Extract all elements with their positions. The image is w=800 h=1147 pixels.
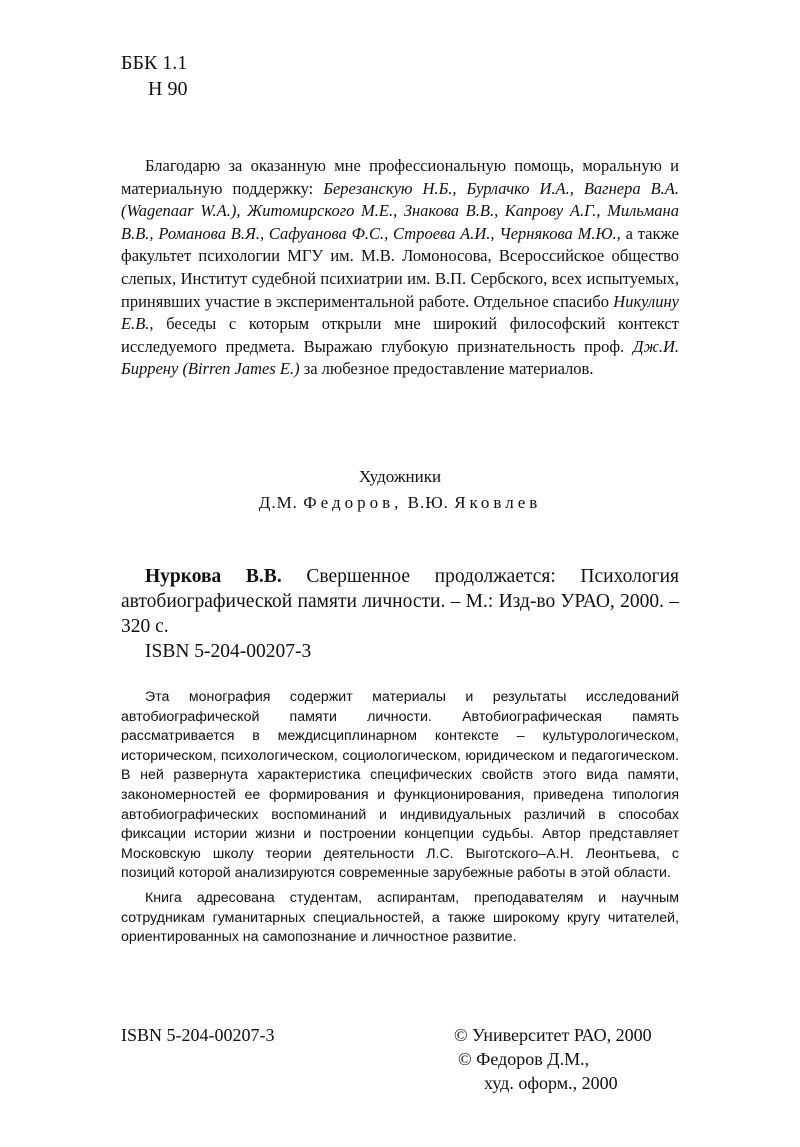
bibliographic-record [121,564,679,664]
annotation [121,688,679,953]
copyright-artist-design: худ. оформ., 2000 [484,1073,618,1093]
ack-names-1: Березанскую Н.Б., Бурлачко И.А., Вагнера В.А. (Wagenaar W.A.), Житомирского М.Е., Знакова В.В., Капрову А.Г., Мильмана В.В., Романова В.Я., Сафуанова Ф.С., Строева А.И., Чернякова М.Ю. [121,178,679,243]
bibliographic-description [121,564,679,639]
copyright-block [454,1023,652,1095]
ack-text-c: , беседы с которым открыли мне широкий философский контекст исследуемого предмета. Выражаю глубокую признательность проф. [121,314,679,356]
book-title-imprint: Свершенное продолжается: Психология автобиографической памяти личности. – М.: Изд-во УРАО, 2000. – 320 с. [121,566,679,637]
footer-isbn: ISBN 5-204-00207-3 [121,1025,275,1045]
artist-2-surname: Яковлев [454,493,542,512]
annotation-paragraph-2: Книга адресована студентам, аспирантам, преподавателям и научным сотрудникам гуманитарных специальностей, а также широкому кругу читателей, ориентированных на самопознание и личностное развитие. [121,889,679,946]
artists-block [0,464,800,516]
bbk-block [121,50,187,102]
ack-names-2: Никулину Е.В. [121,291,679,334]
ack-text-a: Благодарю за оказанную мне профессиональную помощь, моральную и материальную поддержку: [121,156,679,198]
copyright-artist: © Федоров Д.М., [458,1049,590,1069]
author-mark: Н 90 [148,78,188,100]
ack-text-b: , а также факультет психологии МГУ им. М.В. Ломоносова, Всероссийское общество слепых, Институт судебной психиатрии им. В.П. Сербского, всех испытуемых, принявших участие в экспериментальной работе. Отдельное спасибо [121,223,679,311]
copyright-university: © Университет РАО, 2000 [454,1025,652,1045]
ack-text-d: за любезное предоставление материалов. [299,359,594,379]
artist-2-initials: В.Ю. [407,493,449,512]
artists-label: Художники [358,467,442,486]
acknowledgements [121,155,679,381]
artists-names [0,490,800,516]
book-author: Нуркова В.В. [145,566,282,587]
ack-names-3: Дж.И. Биррену (Birren James E.) [121,336,679,379]
artist-1-surname: Федоров, [303,493,403,512]
bibliographic-isbn: ISBN 5-204-00207-3 [145,641,312,662]
artist-1-initials: Д.М. [258,493,298,512]
acknowledgements-paragraph [121,155,679,381]
annotation-paragraph-1: Эта монография содержит материалы и результаты исследований автобиографической памяти личности. Автобиографическая память рассматривается в междисциплинарном контексте – культурологическом, историческом, психологическом, социологическом, юридическом и педагогическом. В ней развернута характеристика специфических свойств этого вида памяти, закономерностей ее формирования и функционирования, приведена типология автобиографических воспоминаний и индивидуальных различий в способах фиксации истории жизни и построении концепции судьбы. Автор представляет Московскую школу теории деятельности Л.С. Выготского–А.Н. Леонтьева, с позиций которой анализируются современные зарубежные работы в этой области. [121,689,679,882]
bbk-code: ББК 1.1 [121,52,188,74]
